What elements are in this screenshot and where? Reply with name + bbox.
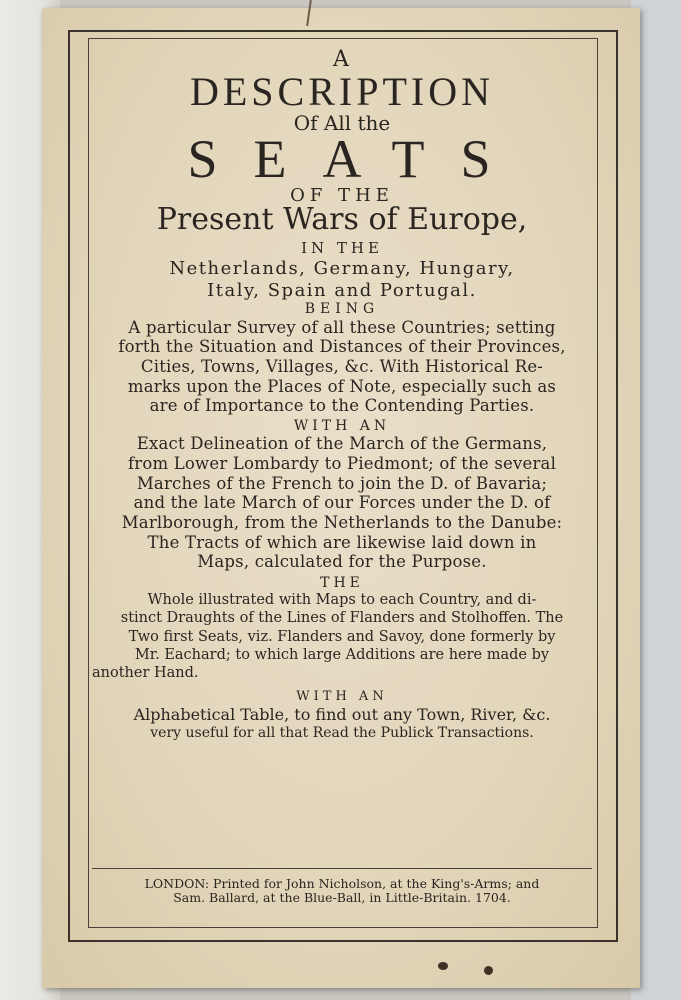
survey-line: forth the Situation and Distances of their Provinces,	[118, 337, 566, 357]
title-block	[92, 48, 592, 742]
imprint-line: Sam. Ballard, at the Blue-Ball, in Little-Britain. 1704.	[173, 889, 511, 905]
delineation-line: Exact Delineation of the March of the Germans,	[136, 434, 548, 454]
title-article: A	[333, 47, 351, 72]
title-of-all-the: Of All the	[293, 111, 391, 136]
worm-hole	[484, 966, 493, 975]
countries-line-1: Netherlands, Germany, Hungary,	[169, 257, 515, 279]
delineation-line: The Tracts of which are likewise laid down in	[147, 532, 537, 552]
survey-line: A particular Survey of all these Countries; setting	[128, 317, 556, 337]
delineation-line: and the late March of our Forces under the D. of	[133, 493, 551, 513]
worm-hole	[438, 962, 448, 970]
imprint-line: LONDON: Printed for John Nicholson, at the King's-Arms; and	[144, 876, 540, 891]
with-an-heading-2: WITH AN	[296, 689, 388, 705]
survey-paragraph	[92, 318, 592, 416]
illustrated-line: Two first Seats, viz. Flanders and Savoy, done formerly by	[128, 628, 556, 645]
the-heading: THE	[320, 574, 364, 591]
alphabetical-line: very useful for all that Read the Publick Transactions.	[150, 724, 534, 741]
being-heading: BEING	[304, 301, 380, 318]
imprint-rule	[92, 868, 592, 869]
with-an-heading: WITH AN	[293, 417, 391, 434]
title-in-the: IN THE	[301, 239, 383, 258]
survey-line: Cities, Towns, Villages, &c. With Historical Re-	[140, 357, 544, 377]
illustrated-paragraph	[92, 591, 592, 682]
title-description: DESCRIPTION	[189, 69, 495, 115]
delineation-paragraph	[92, 434, 592, 571]
illustrated-line: Whole illustrated with Maps to each Country, and di-	[147, 592, 537, 609]
title-seats: SEATS	[187, 129, 527, 190]
illustrated-line: Mr. Eachard; to which large Additions are here made by	[134, 646, 550, 663]
imprint	[92, 877, 592, 905]
title-present-wars: Present Wars of Europe,	[156, 202, 528, 238]
survey-line: marks upon the Places of Note, especially such as	[127, 376, 557, 396]
countries-line-2: Italy, Spain and Portugal.	[207, 279, 477, 301]
alphabetical-paragraph	[92, 705, 592, 743]
delineation-line: Marlborough, from the Netherlands to the Danube:	[121, 512, 563, 532]
alphabetical-line: Alphabetical Table, to find out any Town, River, &c.	[133, 704, 551, 724]
survey-line: are of Importance to the Contending Parties.	[149, 396, 535, 416]
delineation-line: Maps, calculated for the Purpose.	[197, 552, 487, 572]
illustrated-line: stinct Draughts of the Lines of Flanders and Stolhoffen. The	[120, 610, 564, 627]
delineation-line: Marches of the French to join the D. of Bavaria;	[136, 473, 548, 493]
title-of-the: OF THE	[290, 184, 394, 206]
delineation-line: from Lower Lombardy to Piedmont; of the several	[127, 454, 557, 473]
illustrated-line: another Hand.	[92, 665, 199, 682]
